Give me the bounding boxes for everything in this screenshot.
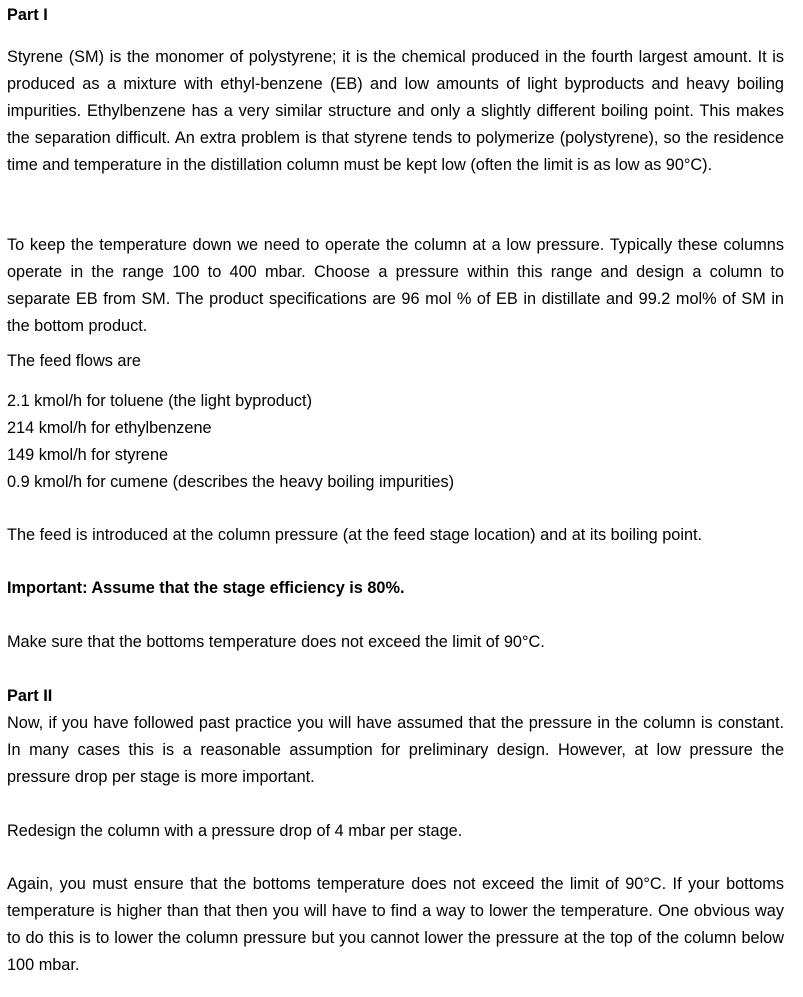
feed-flow-item-ethylbenzene: 214 kmol/h for ethylbenzene	[7, 419, 212, 437]
part1-intro-paragraph: Styrene (SM) is the monomer of polystyrene; it is the chemical produced in the fourth largest amount. It is produced as a mixture with ethyl-benzene (EB) and low amounts of light byproducts and heavy boiling impurities. Ethylbenzene has a very similar structure and only a slightly different boiling point. This makes the separation difficult. An extra problem is that styrene tends to polymerize (polystyrene), so the residence time and temperature in the distillation column must be kept low (often the limit is as low as 90°C).	[7, 48, 784, 174]
part2-intro-paragraph: Now, if you have followed past practice you will have assumed that the pressure in the column is constant. In many cases this is a reasonable assumption for preliminary design. However, at low pressure the pressure drop per stage is more important.	[7, 714, 784, 786]
feed-condition-text: The feed is introduced at the column pressure (at the feed stage location) and at its boiling point.	[7, 526, 703, 544]
part2-final-paragraph: Again, you must ensure that the bottoms temperature does not exceed the limit of 90°C. If your bottoms temperature is higher than that then you will have to find a way to lower the temperature. One obvious way to do this is to lower the column pressure but you cannot lower the pressure at the top of the column below 100 mbar.	[7, 875, 784, 974]
part2-heading: Part II	[7, 687, 53, 705]
feed-flows-label: The feed flows are	[7, 352, 141, 370]
feed-flow-item-toluene: 2.1 kmol/h for toluene (the light byproduct)	[7, 392, 312, 410]
stage-efficiency-note: Important: Assume that the stage efficiency is 80%.	[7, 579, 405, 597]
part1-pressure-paragraph: To keep the temperature down we need to operate the column at a low pressure. Typically these columns operate in the range 100 to 400 mbar. Choose a pressure within this range and design a column to separate EB from SM. The product specifications are 96 mol % of EB in distillate and 99.2 mol% of SM in the bottom product.	[7, 236, 784, 335]
part1-heading: Part I	[7, 6, 48, 24]
feed-flow-item-cumene: 0.9 kmol/h for cumene (describes the heavy boiling impurities)	[7, 473, 455, 491]
feed-flows-list	[7, 388, 784, 496]
feed-flow-item-styrene: 149 kmol/h for styrene	[7, 446, 169, 464]
pressure-drop-instruction: Redesign the column with a pressure drop of 4 mbar per stage.	[7, 822, 463, 840]
temperature-limit-text: Make sure that the bottoms temperature does not exceed the limit of 90°C.	[7, 633, 545, 651]
